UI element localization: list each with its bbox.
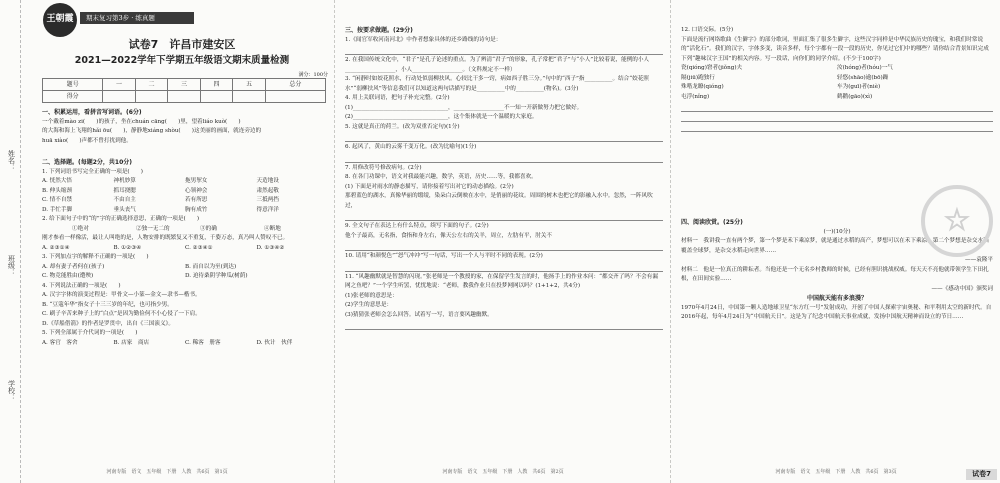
reading-text: 材料一 我讲我一直有两个梦，第一个梦是禾下乘凉梦，就是通过水稻的高产，梦想可以在禾下乘凉；第二个梦想是杂交水稻覆盖全球梦，是杂交水稻走向世界…… [681,238,989,254]
table-cell: 二 [135,79,167,91]
option: 肃然起敬 [256,187,279,194]
exam-subtitle: 2021—2022学年下学期五年级语文期末质量检测 [74,55,290,66]
option-row [42,263,328,273]
score-table [42,78,326,103]
table-cell: 题号 [43,79,103,91]
watermark-stamp: ☆ [921,185,993,257]
option: 得意洋洋 [256,206,279,213]
answer-line[interactable] [681,123,993,132]
score-input-cell[interactable] [233,91,265,103]
lyric-row [681,83,993,93]
question-text: 一个戴着mào zi( )的孩子，坐在chuán cāng( )里，望着liáo kuò( ) [42,118,241,125]
lyric-row [681,64,993,74]
option: 若有所思 [185,197,208,203]
page-3 [670,0,1000,483]
answer-line[interactable] [681,113,993,122]
option[interactable]: D. ①③④② [256,244,285,251]
score-input-cell[interactable] [103,91,135,103]
page-footer: 河南专版 语文 五年级 下册 人教 共6页 第1页 [106,468,228,475]
table-cell: 三 [168,79,200,91]
option: 天造地设 [256,178,279,184]
option[interactable]: C. 物竞能胜由(遭殃) [42,273,94,279]
option-row [42,206,328,216]
answer-line[interactable] [345,46,663,55]
option[interactable]: C. 情不自禁 [42,197,73,203]
answer-line[interactable] [345,242,663,251]
part-1 [42,108,328,146]
answer-line[interactable] [345,321,663,330]
question-text: 的大海和海上飞翔的hǎi ōu( )，静静地xiáng shòu( )这美丽的画面，就连旁边的 [42,128,262,134]
question-text: 下面是流行网络歌曲《生僻字》的部分歌词，里面汇集了很多生僻字，这些汉字同样是中华民族历史的瑰宝，和我们时常说的“活化石”。我们的汉字，字体多变，读音多样，每个字都有一段一段的历史，你见过它们中的哪些？请你结合背景知识完成下列“趣味汉字王国”的相关内容。写一段话，向你们的同学介绍。(不少于100字) [681,36,989,62]
page-footer: 河南专版 语文 五年级 下册 人教 共6页 第3页 [775,468,897,475]
lyric: 车为(guī)者(niè) [837,84,881,90]
question-text: (2)学生的意思是： [345,302,393,308]
option-row [42,272,328,282]
answer-line[interactable] [681,103,993,112]
option[interactable]: A. 却有妻子者何在(孩子) [42,263,105,270]
question-text: (1)张老师的意思是： [345,292,398,299]
score-input-cell[interactable] [168,91,200,103]
option[interactable]: D. 手忙手脚 [42,206,73,213]
school-label: 学校： [7,380,16,401]
reading-source: ——袁隆平 [965,257,993,263]
table-row [43,79,326,91]
question-text: 4. 用上关联词语，把句子补充完整。(2分) [345,95,450,101]
answer-line[interactable] [345,212,663,221]
section-heading: 四、阅读欣赏。(25分) [681,219,743,226]
option[interactable]: A. ②③①④ [42,244,70,251]
question-text: 刚才参看一样像活，最让人叫绝的是，人物安排的既繁复又不重复，千姿万态，真乃叫人赞叹不已。 [42,235,289,241]
option[interactable]: A. 汉字字体的演变过程是：甲骨文—小篆—金文—隶书—楷书。 [42,292,201,298]
part-3-continued [681,26,993,133]
option[interactable]: D. 伙计 伙伴 [256,339,293,346]
question-text: 3. “闲静时如姣花照水，行动处似弱柳扶风。心较比干多一窍，病如西子胜三分。”句中的“西子”指__________。结合“姣花照水”“弱柳扶风”等信息我们可以知道这两句话描写的是__________中的__________(物名)。(3分) [345,76,649,92]
option: ③的确 [200,225,217,232]
table-cell: 总分 [265,79,325,91]
exam-title: 试卷7 许昌市建安区 [128,38,236,51]
question-text: 4. 下列说法正确的一项是( ) [42,282,121,289]
option: 拖男挈女 [185,178,208,184]
subsection-heading: (一)(10分) [823,228,851,235]
answer-line[interactable] [345,263,663,272]
question-text: 2. 给下面句子中的“的”字的正确选择意思，正确的一项是( ) [42,216,200,222]
option[interactable]: A. 客官 客舍 [42,339,78,346]
lyric: 隔(jiū)跑独行 [681,74,715,81]
question-text: (2)__________________________________，这个集体就是一个温暖的大家庭。 [345,114,538,120]
option-row [42,187,328,197]
option[interactable]: B. 伸头缩颈 [42,187,73,194]
question-text: 5. 这就是真正的荷兰。(改为双重否定句)(1分) [345,123,460,130]
option[interactable]: C. ②③④① [185,244,213,251]
option: ①绝对 [72,225,89,232]
question-text: 6. 起风了，黄山的云雾千变万化。(改为比喻句)(1分) [345,144,477,150]
question-text: 1.《闻官军收河南河北》中作者想象具体的还乡路线的诗句是： [345,36,502,43]
option[interactable]: C. 刷子辛苦来种子上的“白点”是因为勤俭何不小心侵了一下肩。 [42,311,201,317]
option[interactable]: A. 恍然大悟 [42,178,72,184]
option: ④断地 [264,225,281,232]
lyric-row [681,74,993,84]
option: 抓耳挠腮 [113,187,136,194]
question-text: (3)猜猜张老师会怎么回答。试着写一写，语言要风趣幽默。 [345,311,493,318]
answer-line[interactable] [345,154,663,163]
question-text: (1) 下面是对雨水的静态描写，请你接着写出对它的动态描绘。(2分) [345,183,514,190]
option: 垂头丧气 [113,206,136,213]
lyric: 瓷(qióng)窘者(jiǒng)夫 [681,65,743,71]
question-text: 8. 在各门功课中，语文对我最能兴趣，数学，英语，历史……等，我都喜欢。 [345,174,537,180]
page-footer: 河南专版 语文 五年级 下册 人教 共6页 第2页 [442,468,564,475]
lyric: 殊喈龙瞭(qióng) [681,84,724,90]
option[interactable]: D.《草船借箭》的作者是罗贯中，出自《三国演义》。 [42,320,174,327]
lyric: 轻悠(shāo)逾(bō)躁 [837,74,889,81]
question-text: 5. 下列全部属于介代词的一项是( ) [42,330,138,336]
reading-text: 材料二 他是一位真正的耕耘者。当他还是一个无名乡村教师的时候，已经有胆识挑战权威。每天天不亮他就带领学生下田扎根，在田间实验…… [681,266,989,282]
option: 三抵两挡 [256,197,279,203]
reading-text: 1970年4月24日，中国第一颗人造地球卫星“东方红一号”发射成功，开创了中国人探索宇宙奥秘、和平利用太空的新时代。自2016年起，每年4月24日为“中国航天日”。这是为了纪念中国航天事业成就，发扬中国航天精神而设立的节日…… [681,304,992,320]
lyric: 屯浮(nǐng) [681,93,710,100]
section-heading: 一、积累运用，看拼音写词语。(6分) [42,109,142,116]
question-text: 12. 口语交际。(5分) [681,27,734,33]
question-text: 3. 下列加点字的解释不正确的一项是( ) [42,254,149,260]
answer-line[interactable] [345,133,663,142]
lyric-row [681,93,993,103]
name-label: 姓名： [7,150,16,171]
option-row [42,196,328,206]
option: 心领神会 [185,187,208,194]
score-input-cell[interactable] [265,91,325,103]
option-row [42,244,328,254]
section-heading: 三、按要求做题。(29分) [345,27,413,34]
table-cell: 一 [103,79,135,91]
lyric: 汝(hóng)者(hóu)一气 [837,65,893,71]
option: 神机妙算 [113,178,136,184]
page-1 [0,0,334,483]
table-row [43,91,326,103]
option[interactable]: D. 迫待桑阴学种瓜(树荫) [185,273,248,279]
question-text: 11. “风趣幽默就是智慧的闪现。”张老师是一个教授的家，在保留学生发言的时，他扬手上的作业本问：“都交齐了吗？不会有漏网之鱼吧？”一个学生听罢，忧忧地说：“老师，教我作业只在投梦网网以吗？(1+1+2，共4分) [345,273,658,289]
part-2 [42,158,328,348]
binding-line [20,0,21,483]
option-row [42,177,328,187]
question-text: 那碧蓝色的湖水，真像华丽的缎绫，染朵白云倒映在水中，是俏丽的花纹。周围的树木也把它的影融入水中。忽然，一阵风吹过， [345,193,653,209]
reading-title: 中国航天能有多浪漫？ [806,295,867,302]
table-cell: 四 [200,79,232,91]
option: 不由自主 [113,197,136,203]
lyric: 鹤鹳(gāo)(xì) [837,93,873,100]
option[interactable]: B. “豆蔻年华”指女子十三三岁的年纪，也可指少男。 [42,301,173,308]
question-text: 9. 全文句子在表达上有什么特点，续写下面的句子。(2分) [345,223,489,229]
question-text: 1. 下列词语书写完全正确的一项是( ) [42,168,143,175]
table-cell: 五 [233,79,265,91]
option[interactable]: C. 稀客 册客 [185,339,221,346]
option: ②独一无二的 [136,225,170,232]
option-row [42,225,328,235]
score-input-cell[interactable] [135,91,167,103]
review-banner: 期末复习第3步 · 练真题 [80,12,194,24]
full-score-note: 满分：100分 [298,72,328,78]
brand-logo: 王朝霞 [43,3,77,37]
option[interactable]: B. 店家 商店 [113,339,150,346]
question-text: 2. 在我国传统文化中，“君子”是孔子论述的重点。为了辨清“君子”的形象，孔子常把“君子”与“小人”比较着说，能例的小人__________________，小人__________________。（文科规定不一样） [345,57,650,73]
class-label: 班级： [7,255,16,276]
option-row [42,339,328,349]
question-text: (1)__________________________________，__________________不一知一开新做努力把它做好。 [345,104,583,111]
question-text: huā xiào( )声都不曾打扰到他。 [42,137,132,144]
option[interactable]: B. ①②③④ [113,244,142,251]
reading-source: ——《感动中国》颁奖词 [931,285,993,292]
part-3 [345,26,663,331]
score-input-cell[interactable] [200,91,232,103]
question-text: 7. 用修改符号修改病句。(2分) [345,164,422,171]
page-2 [334,0,671,483]
option: 胸有成竹 [185,206,208,213]
option[interactable]: B. 而自以为至(到达) [185,263,237,270]
table-cell: 得分 [43,91,103,103]
section-heading: 二、选择题。(每题2分，共10分) [42,159,133,166]
question-text: 他个子最高，无名指，食指和身左右，像天公左右的关羊，周立，左肋有平，肘关不 [345,232,552,239]
paper-tag: 试卷7 [966,469,997,481]
question-text: 10. 请用“和颜悦色”“怒气冲冲”写一句话，写出一个人与平时不同的表现。(2分) [345,253,543,259]
